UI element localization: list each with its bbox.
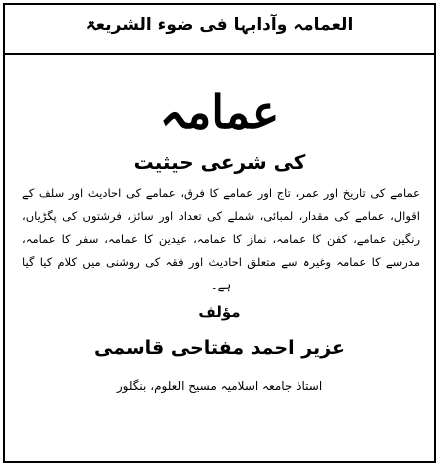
header-title: العمامہ وآدابہا فی ضوء الشریعۃ <box>85 15 354 35</box>
author-label: مؤلف <box>198 303 241 321</box>
header-divider <box>3 53 436 55</box>
author-name: عزیر احمد مفتاحی قاسمی <box>94 337 345 359</box>
book-subtitle: کی شرعی حیثیت <box>133 150 306 174</box>
book-title: عمامہ <box>159 85 280 139</box>
book-description: عمامے کی تاریخ اور عمر، تاج اور عمامے کا فرق، عمامے کی احادیث اور سلف کے اقوال، عمامے کی مقدار، لمبائی، شملے کی تعداد اور سائز، فرشتوں کی پگڑیاں، رنگین عمامے، کفن کا عمامہ، نماز کا عمامہ، عیدین کا عمامہ، سفر کا عمامہ، مدرسے کا عمامہ وغیرہ سے متعلق احادیث اور فقہ کی روشنی میں کلام کیا گیا ہے۔ <box>22 186 420 292</box>
author-affiliation: استاذ جامعہ اسلامیہ مسیح العلوم، بنگلور <box>116 379 323 393</box>
